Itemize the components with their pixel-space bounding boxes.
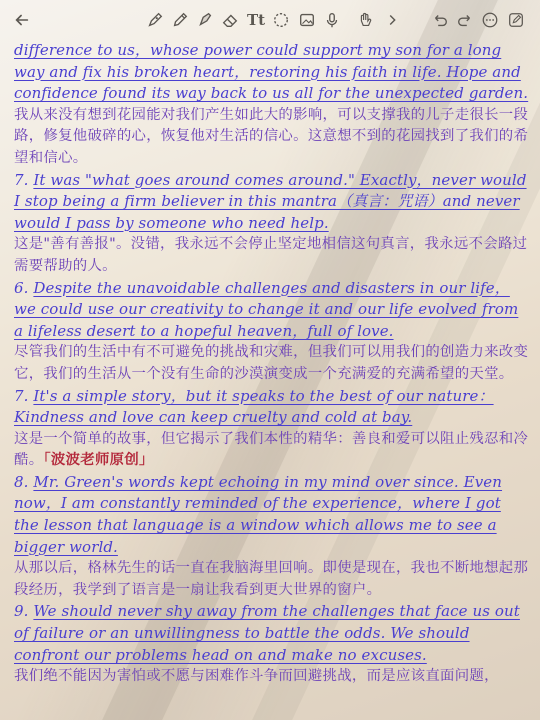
redo-icon[interactable] xyxy=(455,10,475,30)
highlighter-icon[interactable] xyxy=(195,10,215,30)
back-arrow-icon[interactable] xyxy=(12,10,32,30)
note-block xyxy=(14,170,530,278)
chevron-right-icon[interactable] xyxy=(382,10,402,30)
author-stamp: 「波波老师原创」 xyxy=(43,452,154,469)
chinese-translation: 从那以后，格林先生的话一直在我脑海里回响。即使是现在，我也不断地想起那段经历，我学到了语言是一扇让我看到更大世界的窗户。 xyxy=(14,560,529,598)
chinese-translation: 这是一个简单的故事，但它揭示了我们本性的精华：善良和爱可以阻止残忍和冷酷。「波波老师原创」 xyxy=(14,430,529,469)
note-block xyxy=(14,40,530,170)
note-block xyxy=(14,386,530,472)
chinese-translation: 这是"善有善报"。没错，我永远不会停止坚定地相信这句真言，我永远不会路过需要帮助的人。 xyxy=(14,236,528,274)
lasso-icon[interactable] xyxy=(271,10,291,30)
edit-icon[interactable] xyxy=(506,10,526,30)
undo-icon[interactable] xyxy=(430,10,450,30)
chinese-translation: 我们绝不能因为害怕或不愿与困难作斗争而回避挑战，而是应该直面问题， xyxy=(14,668,499,685)
eraser-icon[interactable] xyxy=(220,10,240,30)
more-icon[interactable] xyxy=(480,10,500,30)
english-sentence: difference to us，whose power could support my son for a long way and fix his broken heart，restoring his faith in life. Hope and confidence found its way back to us all for the unexpected garden. xyxy=(14,41,529,103)
english-sentence: 8. Mr. Green's words kept echoing in my mind over since. Even now，I am constantly reminded of the experience，where I got the lesson that language is a window which allows me to see a bigger world. xyxy=(14,472,503,556)
english-sentence: 7. It was "what goes around comes around." Exactly，never would I stop being a firm believer in this mantra（真言：咒语）and never would I pass by someone who need help. xyxy=(14,170,527,232)
english-sentence: 6. Despite the unavoidable challenges and disasters in our life，we could use our creativity to change it and our life evolved from a lifeless desert to a hopeful heaven，full of love. xyxy=(14,278,519,340)
text-icon[interactable]: Tt xyxy=(246,11,266,29)
english-sentence: 7. It's a simple story，but it speaks to the best of our nature： Kindness and love can keep cruelty and cold at bay. xyxy=(14,386,494,427)
toolbar xyxy=(0,0,540,40)
note-block xyxy=(14,278,530,386)
chinese-translation: 尽管我们的生活中有不可避免的挑战和灾难，但我们可以用我们的创造力来改变它，我们的生活从一个没有生命的沙漠演变成一个充满爱的充满希望的天堂。 xyxy=(14,344,529,382)
pen-icon[interactable] xyxy=(145,10,165,30)
note-block xyxy=(14,472,530,602)
mic-icon[interactable] xyxy=(322,10,342,30)
chinese-translation: 我从来没有想到花园能对我们产生如此大的影响，可以支撑我的儿子走很长一段路，修复他破碎的心，恢复他对生活的信心。这意想不到的花园找到了我们的希望和信心。 xyxy=(14,106,529,166)
note-content[interactable] xyxy=(14,40,530,688)
pencil-icon[interactable] xyxy=(170,10,190,30)
note-block xyxy=(14,601,530,687)
english-sentence: 9. We should never shy away from the challenges that face us out of failure or an unwillingness to battle the odds. We should confront our problems head on and make no excuses. xyxy=(14,602,520,664)
hand-icon[interactable] xyxy=(355,10,375,30)
image-icon[interactable] xyxy=(297,10,317,30)
